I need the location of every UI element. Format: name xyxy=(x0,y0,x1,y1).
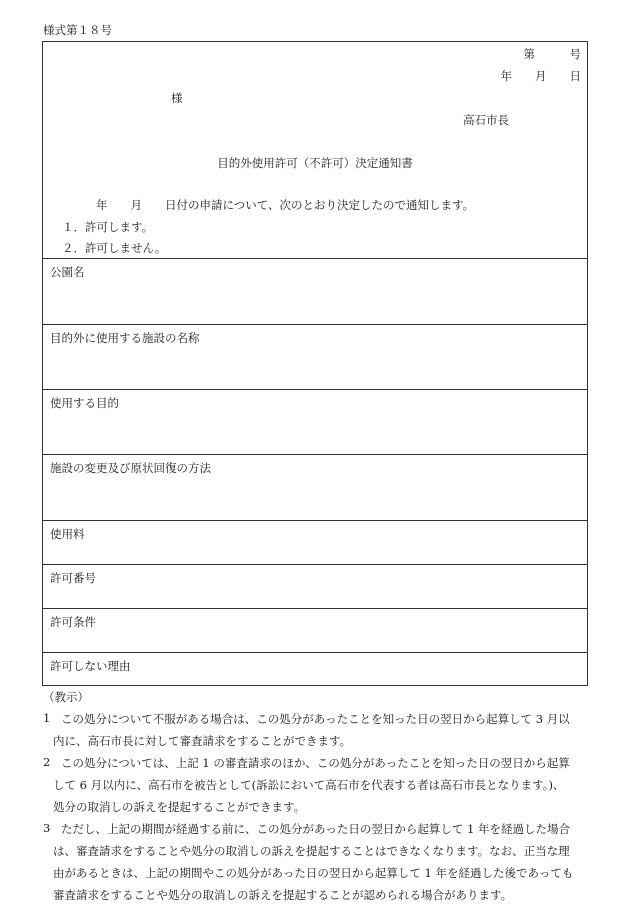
item-line: この処分について不服がある場合は、この処分があったことを知った日の翌日から起算して 3 月以 xyxy=(61,712,570,726)
item-number: 3 xyxy=(43,821,51,835)
field-label: 許可しない理由 xyxy=(50,659,131,673)
field-denial-reason xyxy=(43,652,587,685)
field-permit-number xyxy=(43,564,587,608)
item-line: 処分の取消しの訴えを提起することができます。 xyxy=(53,800,306,814)
field-park-name xyxy=(43,258,587,324)
item-line: は、審査請求をすることや処分の取消しの訴えを提起することはできなくなります。なお、正当な理 xyxy=(53,844,570,858)
form-number: 様式第１８号 xyxy=(43,23,112,37)
item-number: 1 xyxy=(43,711,51,725)
field-label: 使用料 xyxy=(50,527,85,541)
field-purpose xyxy=(43,389,587,454)
document-number-line: 第 号 xyxy=(523,47,581,61)
item-line: この処分については、上記 1 の審査請求のほか、この処分があったことを知った日の翌日から起算 xyxy=(61,756,570,770)
document-title: 目的外使用許可（不許可）決定通知書 xyxy=(217,156,413,170)
option-deny: ２．許可しません。 xyxy=(62,241,167,255)
field-label: 施設の変更及び原状回復の方法 xyxy=(50,461,211,475)
instructions-title: （教示） xyxy=(43,690,89,704)
item-line: 由があるときは、上記の期間やこの処分があった日の翌日から起算して 1 年を経過した後であっても xyxy=(53,866,574,880)
field-restoration-method xyxy=(43,454,587,520)
field-label: 許可番号 xyxy=(50,571,96,585)
item-number: 2 xyxy=(43,755,51,769)
field-label: 公園名 xyxy=(50,265,85,279)
field-usage-fee xyxy=(43,520,587,564)
intro-sentence: 年 月 日付の申請について、次のとおり決定したので通知します。 xyxy=(96,198,475,212)
addressee-suffix: 様 xyxy=(171,91,183,105)
item-line: 審査請求をすることや処分の取消しの訴えを提起することが認められる場合があります。 xyxy=(53,888,513,902)
field-label: 目的外に使用する施設の名称 xyxy=(50,331,200,345)
notification-form xyxy=(42,41,588,686)
field-label: 許可条件 xyxy=(50,615,96,629)
field-facility-name xyxy=(43,324,587,389)
item-line: ただし、上記の期間が経過する前に、この処分があった日の翌日から起算して 1 年を経過した場合 xyxy=(61,822,571,836)
form-header xyxy=(43,42,587,257)
issuer-name: 高石市長 xyxy=(463,113,509,127)
field-permit-conditions xyxy=(43,608,587,652)
item-line: 内に、高石市長に対して審査請求をすることができます。 xyxy=(53,734,352,748)
item-line: して 6 月以内に、高石市を被告として(訴訟において高石市を代表する者は高石市長となります。)、 xyxy=(53,778,565,792)
issue-date-line: 年 月 日 xyxy=(500,69,581,83)
option-permit: １．許可します。 xyxy=(62,220,154,234)
field-label: 使用する目的 xyxy=(50,396,119,410)
